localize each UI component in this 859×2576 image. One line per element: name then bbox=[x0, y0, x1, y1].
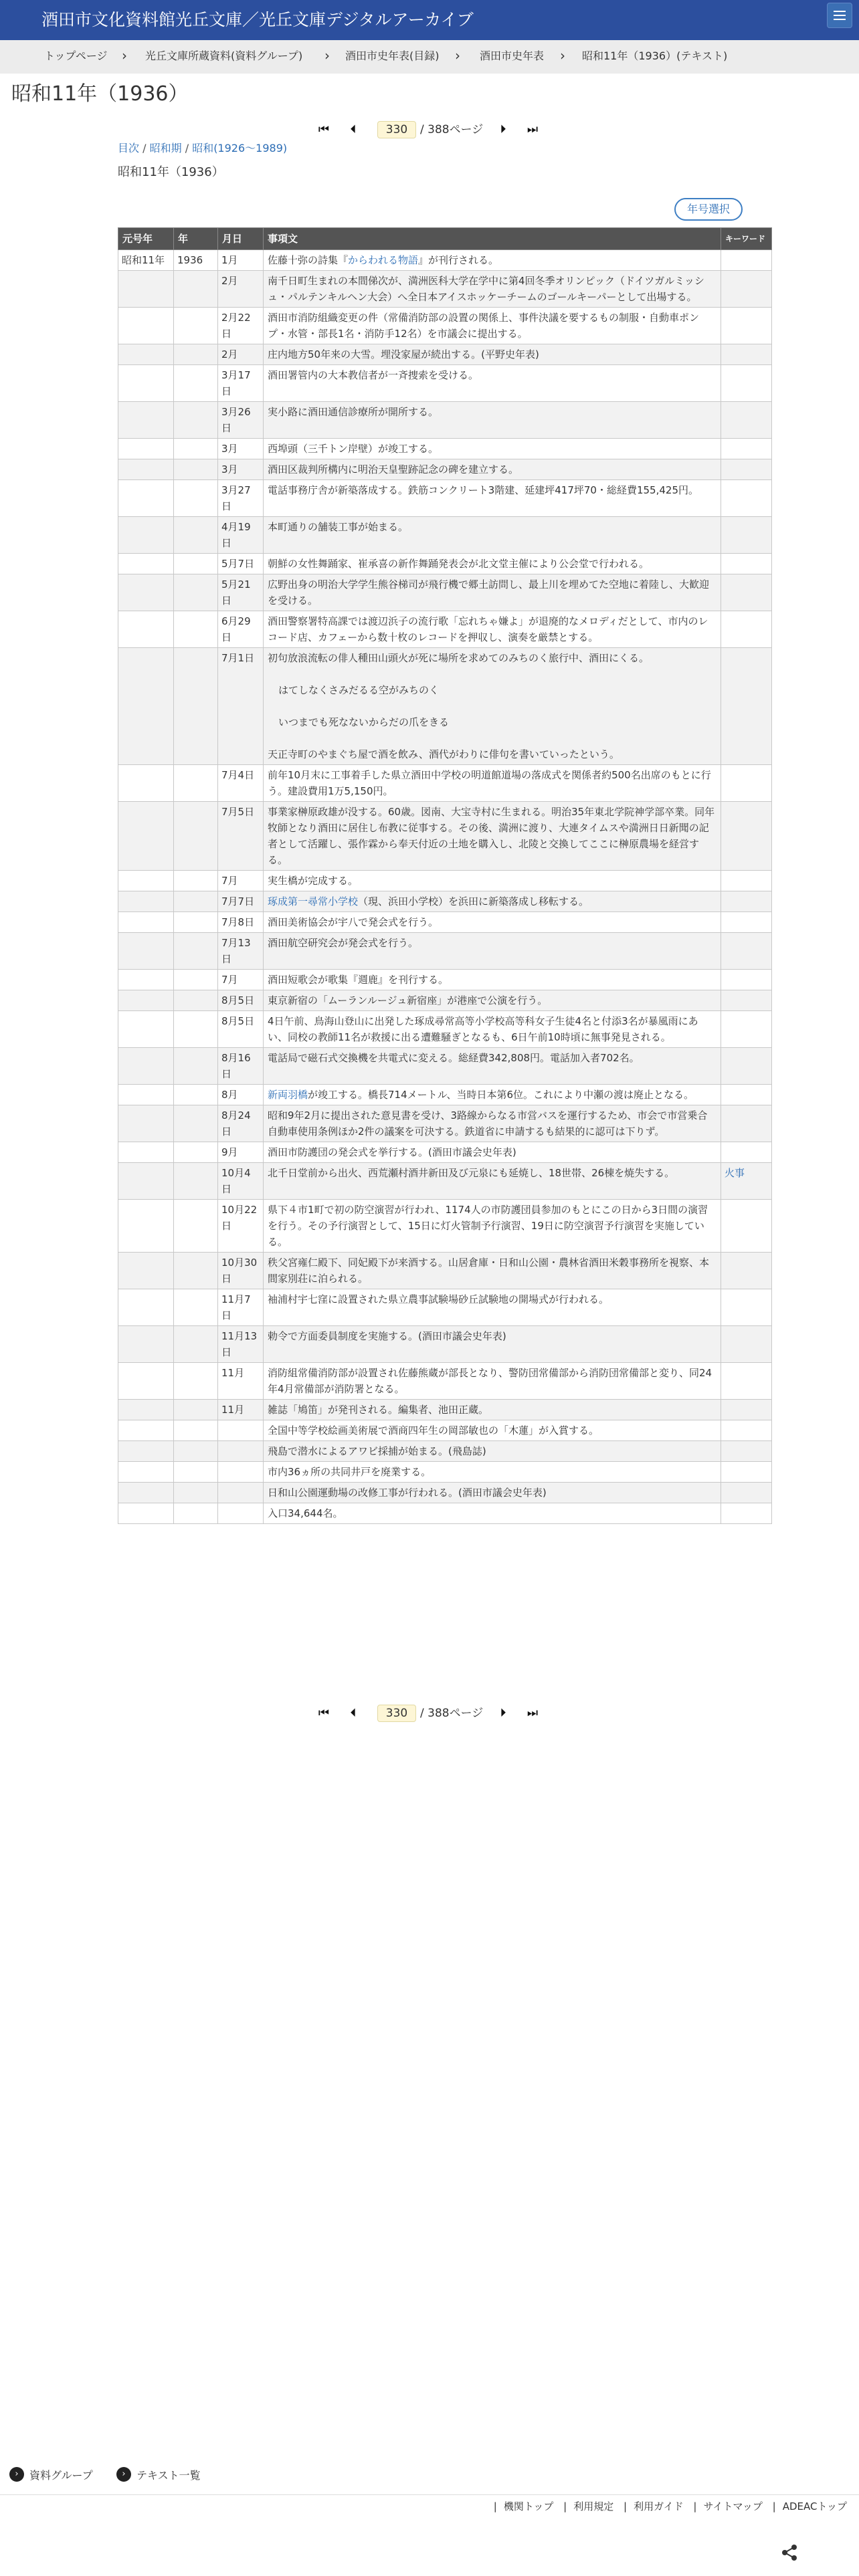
cell-year bbox=[174, 1142, 218, 1163]
cell-keyword bbox=[721, 1462, 772, 1483]
cell-era bbox=[118, 912, 174, 933]
cell-keyword bbox=[721, 554, 772, 574]
cell-event-text: 電話局で磁石式交換機を共電式に変える。総経費342,808円。電話加入者702名。 bbox=[264, 1048, 721, 1085]
cell-keyword bbox=[721, 933, 772, 970]
table-row bbox=[118, 517, 772, 554]
cell-event-text: 酒田短歌会が歌集『週鹿』を刊行する。 bbox=[264, 970, 721, 990]
cell-year bbox=[174, 1200, 218, 1253]
cell-event-text: 北千日堂前から出火、西荒瀬村酒井新田及び元泉にも延焼し、18世帯、26棟を焼失する。 bbox=[264, 1163, 721, 1200]
cell-era bbox=[118, 1462, 174, 1483]
cell-era bbox=[118, 344, 174, 365]
table-row bbox=[118, 1326, 772, 1363]
table-row bbox=[118, 1200, 772, 1253]
table-row bbox=[118, 1503, 772, 1524]
cell-keyword bbox=[721, 459, 772, 480]
cell-date: 10月22日 bbox=[218, 1200, 264, 1253]
cell-date bbox=[218, 1441, 264, 1462]
cell-year bbox=[174, 1483, 218, 1503]
link-contents[interactable]: 目次 bbox=[118, 142, 140, 154]
footer-nav-item[interactable]: 利用ガイド bbox=[634, 2500, 684, 2512]
cell-keyword bbox=[721, 1011, 772, 1048]
next-page-icon[interactable]: ⏵ bbox=[500, 122, 506, 136]
cell-date: 8月16日 bbox=[218, 1048, 264, 1085]
event-link[interactable]: 新両羽橋 bbox=[268, 1089, 308, 1101]
cell-date: 11月7日 bbox=[218, 1289, 264, 1326]
chevron-right-icon: › bbox=[116, 2467, 131, 2482]
table-row bbox=[118, 765, 772, 802]
site-title[interactable]: 酒田市文化資料館光丘文庫／光丘文庫デジタルアーカイブ bbox=[41, 10, 474, 29]
footer-link-text-list[interactable] bbox=[116, 2466, 201, 2483]
cell-keyword bbox=[721, 1289, 772, 1326]
cell-era bbox=[118, 611, 174, 648]
cell-event-text: 琢成第一尋常小学校（現、浜田小学校）を浜田に新築落成し移転する。 bbox=[264, 891, 721, 912]
page-number-input[interactable]: 330 bbox=[377, 1705, 416, 1722]
cell-keyword bbox=[721, 574, 772, 611]
cell-event-text: 袖浦村宇七窪に設置された県立農事試験場砂丘試験地の開場式が行われる。 bbox=[264, 1289, 721, 1326]
cell-event-text: 酒田市消防組織変更の件（常備消防部の設置の関係上、事件決議を要するもの制服・自動車ポンプ・水管・部長1名・消防手12名）を市議会に提出する。 bbox=[264, 308, 721, 344]
pager-top bbox=[314, 119, 549, 140]
cell-event-text: 庄内地方50年来の大雪。埋没家屋が続出する。(平野史年表) bbox=[264, 344, 721, 365]
cell-era bbox=[118, 480, 174, 517]
cell-event-text: 実生橋が完成する。 bbox=[264, 871, 721, 891]
cell-event-text: 入口34,644名。 bbox=[264, 1503, 721, 1524]
cell-keyword bbox=[721, 402, 772, 439]
breadcrumb-current: 昭和11年（1936）(テキスト) bbox=[582, 49, 728, 62]
cell-keyword bbox=[721, 1048, 772, 1085]
cell-keyword bbox=[721, 970, 772, 990]
section-title: 昭和11年（1936） bbox=[118, 165, 224, 179]
cell-date: 11月 bbox=[218, 1400, 264, 1420]
cell-event-text: 飛島で潜水によるアワビ採捕が始まる。(飛島誌) bbox=[264, 1441, 721, 1462]
cell-year bbox=[174, 308, 218, 344]
cell-keyword bbox=[721, 517, 772, 554]
breadcrumb-item[interactable]: 光丘文庫所蔵資料(資料グループ) bbox=[145, 49, 303, 62]
cell-date: 5月21日 bbox=[218, 574, 264, 611]
footer-link-material-group[interactable] bbox=[9, 2466, 93, 2483]
table-row bbox=[118, 648, 772, 765]
cell-era bbox=[118, 554, 174, 574]
cell-event-text: 秩父宮雍仁殿下、同妃殿下が来酒する。山居倉庫・日和山公園・農林省酒田米穀事務所を視察、本間家別荘に泊られる。 bbox=[264, 1253, 721, 1289]
cell-date: 10月4日 bbox=[218, 1163, 264, 1200]
cell-date bbox=[218, 1420, 264, 1441]
cell-era bbox=[118, 1105, 174, 1142]
footer-link-label: テキスト一覧 bbox=[136, 2468, 201, 2482]
cell-year bbox=[174, 1326, 218, 1363]
cell-era bbox=[118, 517, 174, 554]
cell-keyword bbox=[721, 1420, 772, 1441]
cell-date bbox=[218, 1462, 264, 1483]
table-row bbox=[118, 1163, 772, 1200]
footer-nav-item[interactable]: サイトマップ bbox=[703, 2500, 763, 2512]
cell-keyword bbox=[721, 802, 772, 871]
directory-links bbox=[118, 141, 287, 156]
cell-era bbox=[118, 1200, 174, 1253]
cell-event-text: 昭和9年2月に提出された意見書を受け、3路線からなる市営バスを運行するため、市会で市営乗合自動車使用条例ほか2件の議案を可決する。鉄道省に申請するも結果的に認可は下りず。 bbox=[264, 1105, 721, 1142]
prev-page-icon[interactable]: ⏴ bbox=[350, 1706, 357, 1720]
cell-keyword bbox=[721, 1400, 772, 1420]
cell-year bbox=[174, 1363, 218, 1400]
cell-year bbox=[174, 1048, 218, 1085]
cell-era bbox=[118, 365, 174, 402]
cell-year bbox=[174, 1253, 218, 1289]
cell-year bbox=[174, 459, 218, 480]
col-header-era: 元号年 bbox=[118, 228, 174, 250]
breadcrumb-item[interactable]: 酒田市史年表(目録) bbox=[345, 49, 440, 62]
footer-links bbox=[0, 2466, 859, 2486]
cell-event-text: 西埠頭（三千トン岸壁）が竣工する。 bbox=[264, 439, 721, 459]
cell-era bbox=[118, 574, 174, 611]
cell-keyword bbox=[721, 648, 772, 765]
cell-keyword bbox=[721, 990, 772, 1011]
cell-era bbox=[118, 648, 174, 765]
site-header bbox=[0, 0, 859, 40]
keyword-link[interactable]: 火事 bbox=[725, 1167, 745, 1179]
table-row bbox=[118, 611, 772, 648]
cell-era bbox=[118, 1326, 174, 1363]
cell-year bbox=[174, 517, 218, 554]
cell-event-text: 広野出身の明治大学学生熊谷梯司が飛行機で郷土訪問し、最上川を埋めてた空地に着陸し、大歓迎を受ける。 bbox=[264, 574, 721, 611]
first-page-icon[interactable]: ⏮ bbox=[318, 122, 330, 136]
cell-era bbox=[118, 402, 174, 439]
page-total: / 388ページ bbox=[420, 1707, 484, 1720]
cell-event-text: 初句放浪流転の俳人種田山頭火が死に場所を求めてのみちのく旅行中、酒田にくる。 はてしなくさみだるる空がみちのく いつまでも死なないからだの爪をきる 天正寺町のやまぐち屋で酒を飲み、酒代がわりに俳句を書いていったという。 bbox=[264, 648, 721, 765]
cell-event-text: 日和山公園運動場の改修工事が行われる。(酒田市議会史年表) bbox=[264, 1483, 721, 1503]
cell-era bbox=[118, 1142, 174, 1163]
cell-event-text: 事業家榊原政雄が没する。60歳。図南、大宝寺村に生まれる。明治35年東北学院神学部卒業。同年牧師となり酒田に居住し布教に従事する。その後、満洲に渡り、大連タイムスや満洲日日新聞の記者として活躍し、張作霖から奉天付近の土地を購入し、北陵と交換してここに榊原農場を経営する。 bbox=[264, 802, 721, 871]
table-row bbox=[118, 871, 772, 891]
cell-era bbox=[118, 990, 174, 1011]
cell-event-text: 酒田市防護団の発会式を挙行する。(酒田市議会史年表) bbox=[264, 1142, 721, 1163]
table-header-row bbox=[118, 228, 772, 250]
cell-event-text: 雑誌「鳩笛」が発刊される。編集者、池田正蔵。 bbox=[264, 1400, 721, 1420]
cell-keyword bbox=[721, 250, 772, 271]
table-row bbox=[118, 1011, 772, 1048]
cell-era bbox=[118, 459, 174, 480]
cell-era bbox=[118, 933, 174, 970]
cell-year bbox=[174, 480, 218, 517]
table-row bbox=[118, 1462, 772, 1483]
cell-date: 3月17日 bbox=[218, 365, 264, 402]
cell-date: 7月8日 bbox=[218, 912, 264, 933]
cell-event-text: 実小路に酒田通信診療所が開所する。 bbox=[264, 402, 721, 439]
cell-event-text: 酒田署管内の大本教信者が一斉捜索を受ける。 bbox=[264, 365, 721, 402]
table-row bbox=[118, 344, 772, 365]
cell-year: 1936 bbox=[174, 250, 218, 271]
pager-bottom bbox=[314, 1703, 549, 1724]
footer-nav: | 機関トップ | 利用規定 | 利用ガイド | サイトマップ | ADEACトップ bbox=[493, 2500, 847, 2512]
cell-era bbox=[118, 1289, 174, 1326]
cell-era bbox=[118, 1253, 174, 1289]
cell-keyword bbox=[721, 480, 772, 517]
cell-event-text: 酒田区裁判所構内に明治天皇聖跡記念の碑を建立する。 bbox=[264, 459, 721, 480]
cell-era bbox=[118, 439, 174, 459]
page-total: / 388ページ bbox=[420, 123, 484, 136]
table-row bbox=[118, 1420, 772, 1441]
cell-era: 昭和11年 bbox=[118, 250, 174, 271]
cell-year bbox=[174, 1105, 218, 1142]
cell-event-text: 佐藤十弥の詩集『からわれる物語』が刊行される。 bbox=[264, 250, 721, 271]
cell-year bbox=[174, 1503, 218, 1524]
cell-keyword bbox=[721, 1363, 772, 1400]
cell-year bbox=[174, 365, 218, 402]
year-select-button[interactable]: 年号選択 bbox=[674, 198, 743, 221]
table-row bbox=[118, 1048, 772, 1085]
cell-era bbox=[118, 765, 174, 802]
cell-keyword bbox=[721, 1441, 772, 1462]
cell-keyword bbox=[721, 1503, 772, 1524]
table-row bbox=[118, 1105, 772, 1142]
cell-year bbox=[174, 970, 218, 990]
cell-era bbox=[118, 1163, 174, 1200]
cell-keyword bbox=[721, 765, 772, 802]
cell-keyword bbox=[721, 912, 772, 933]
chevron-right-icon: › bbox=[560, 47, 565, 64]
table-row bbox=[118, 308, 772, 344]
cell-year bbox=[174, 891, 218, 912]
cell-keyword bbox=[721, 271, 772, 308]
cell-date: 7月5日 bbox=[218, 802, 264, 871]
cell-era bbox=[118, 271, 174, 308]
share-icon[interactable] bbox=[780, 2543, 799, 2562]
table-row bbox=[118, 990, 772, 1011]
footer-link-label: 資料グループ bbox=[29, 2468, 93, 2482]
table-row bbox=[118, 1483, 772, 1503]
cell-event-text: 全国中等学校絵画美術展で酒商四年生の岡部敏也の「木蓮」が入賞する。 bbox=[264, 1420, 721, 1441]
table-row bbox=[118, 802, 772, 871]
cell-year bbox=[174, 1011, 218, 1048]
cell-date bbox=[218, 1483, 264, 1503]
cell-year bbox=[174, 344, 218, 365]
table-row bbox=[118, 933, 772, 970]
cell-event-text: 市内36ヵ所の共同井戸を廃業する。 bbox=[264, 1462, 721, 1483]
cell-keyword bbox=[721, 611, 772, 648]
breadcrumb bbox=[0, 40, 859, 74]
cell-event-text: 4日午前、鳥海山登山に出発した琢成尋常高等小学校高等科女子生徒4名と付添3名が暴風雨にあい、同校の教師11名が救援に出る遭難騒ぎとなるも、6日午前10時頃に無事発見される。 bbox=[264, 1011, 721, 1048]
cell-keyword bbox=[721, 891, 772, 912]
cell-keyword bbox=[721, 1326, 772, 1363]
cell-year bbox=[174, 871, 218, 891]
cell-keyword bbox=[721, 344, 772, 365]
cell-date: 7月13日 bbox=[218, 933, 264, 970]
table-row bbox=[118, 970, 772, 990]
cell-date: 3月 bbox=[218, 439, 264, 459]
table-row bbox=[118, 250, 772, 271]
cell-year bbox=[174, 402, 218, 439]
last-page-icon[interactable]: ⏭ bbox=[527, 122, 539, 136]
cell-year bbox=[174, 1420, 218, 1441]
cell-date: 8月5日 bbox=[218, 1011, 264, 1048]
chevron-right-icon: › bbox=[9, 2467, 24, 2482]
cell-year bbox=[174, 1163, 218, 1200]
table-row bbox=[118, 574, 772, 611]
cell-year bbox=[174, 1289, 218, 1326]
next-page-icon[interactable]: ⏵ bbox=[500, 1706, 506, 1720]
page-number-input[interactable]: 330 bbox=[377, 121, 416, 138]
cell-date: 10月30日 bbox=[218, 1253, 264, 1289]
cell-event-text: 朝鮮の女性舞踊家、崔承喜の新作舞踊発表会が北文堂主催により公会堂で行われる。 bbox=[264, 554, 721, 574]
cell-date: 3月 bbox=[218, 459, 264, 480]
chevron-right-icon: › bbox=[455, 47, 460, 64]
cell-era bbox=[118, 1441, 174, 1462]
cell-date: 8月24日 bbox=[218, 1105, 264, 1142]
cell-era bbox=[118, 970, 174, 990]
table-row bbox=[118, 891, 772, 912]
cell-date: 11月13日 bbox=[218, 1326, 264, 1363]
cell-era bbox=[118, 1085, 174, 1105]
cell-event-text: 酒田警察署特高課では渡辺浜子の流行歌「忘れちゃ嫌よ」が退廃的なメロディだとして、市内のレコード店、カフェーから数十枚のレコードを押収し、演奏を厳禁とする。 bbox=[264, 611, 721, 648]
cell-year bbox=[174, 1085, 218, 1105]
cell-event-text: 前年10月末に工事着手した県立酒田中学校の明道館道場の落成式を関係者約500名出席のもとに行う。建設費用1万5,150円。 bbox=[264, 765, 721, 802]
cell-year bbox=[174, 1441, 218, 1462]
cell-era bbox=[118, 1011, 174, 1048]
cell-date: 7月4日 bbox=[218, 765, 264, 802]
table-row bbox=[118, 1363, 772, 1400]
cell-date: 4月19日 bbox=[218, 517, 264, 554]
table-row bbox=[118, 439, 772, 459]
cell-era bbox=[118, 1400, 174, 1420]
cell-era bbox=[118, 1363, 174, 1400]
cell-era bbox=[118, 802, 174, 871]
footer-nav-item[interactable]: ADEACトップ bbox=[782, 2500, 847, 2512]
cell-event-text: 本町通りの舗装工事が始まる。 bbox=[264, 517, 721, 554]
col-header-date: 月日 bbox=[218, 228, 264, 250]
separator: / bbox=[185, 142, 189, 154]
prev-page-icon[interactable]: ⏴ bbox=[350, 122, 357, 136]
cell-year bbox=[174, 554, 218, 574]
cell-year bbox=[174, 933, 218, 970]
cell-event-text: 酒田美術協会が宇八で発会式を行う。 bbox=[264, 912, 721, 933]
cell-date: 5月7日 bbox=[218, 554, 264, 574]
cell-event-text: 勅令で方面委員制度を実施する。(酒田市議会史年表) bbox=[264, 1326, 721, 1363]
cell-date: 3月27日 bbox=[218, 480, 264, 517]
cell-era bbox=[118, 1483, 174, 1503]
cell-year bbox=[174, 648, 218, 765]
cell-keyword bbox=[721, 1253, 772, 1289]
cell-date: 2月 bbox=[218, 271, 264, 308]
cell-date: 7月 bbox=[218, 871, 264, 891]
table-row bbox=[118, 1400, 772, 1420]
footer-divider bbox=[0, 2494, 859, 2495]
col-header-keyword: キーワード bbox=[721, 228, 772, 250]
cell-year bbox=[174, 1462, 218, 1483]
cell-year bbox=[174, 912, 218, 933]
cell-keyword bbox=[721, 308, 772, 344]
link-showa-era[interactable]: 昭和(1926〜1989) bbox=[192, 142, 288, 154]
cell-keyword bbox=[721, 1142, 772, 1163]
table-row bbox=[118, 271, 772, 308]
cell-era bbox=[118, 1048, 174, 1085]
cell-era bbox=[118, 308, 174, 344]
cell-event-text: 酒田航空研究会が発会式を行う。 bbox=[264, 933, 721, 970]
cell-year bbox=[174, 611, 218, 648]
col-header-text: 事項文 bbox=[264, 228, 721, 250]
last-page-icon[interactable]: ⏭ bbox=[527, 1706, 539, 1720]
table-row bbox=[118, 402, 772, 439]
cell-year bbox=[174, 802, 218, 871]
separator: / bbox=[142, 142, 147, 154]
cell-year bbox=[174, 765, 218, 802]
cell-event-text: 電話事務庁舎が新築落成する。鉄筋コンクリート3階建、延建坪417坪70・総経費155,425円。 bbox=[264, 480, 721, 517]
cell-keyword bbox=[721, 1085, 772, 1105]
cell-date: 9月 bbox=[218, 1142, 264, 1163]
cell-keyword bbox=[721, 1163, 772, 1200]
cell-event-text: 県下４市1町で初の防空演習が行われ、1174人の市防護団員参加のもとにこの日から3日間の演習を行う。その予行演習として、15日に灯火管制予行演習、19日に防空演習予行演習を実施している。 bbox=[264, 1200, 721, 1253]
cell-date bbox=[218, 1503, 264, 1524]
chevron-right-icon: › bbox=[122, 47, 127, 64]
first-page-icon[interactable]: ⏮ bbox=[318, 1706, 330, 1720]
cell-year bbox=[174, 439, 218, 459]
cell-era bbox=[118, 1503, 174, 1524]
link-showa-period[interactable]: 昭和期 bbox=[149, 142, 182, 154]
cell-keyword bbox=[721, 1200, 772, 1253]
table-row bbox=[118, 1289, 772, 1326]
cell-date: 3月26日 bbox=[218, 402, 264, 439]
cell-keyword bbox=[721, 1105, 772, 1142]
footer-nav-item[interactable]: 機関トップ bbox=[503, 2500, 554, 2512]
cell-era bbox=[118, 871, 174, 891]
cell-era bbox=[118, 1420, 174, 1441]
cell-keyword bbox=[721, 1483, 772, 1503]
table-row bbox=[118, 1253, 772, 1289]
hamburger-icon[interactable] bbox=[827, 3, 852, 28]
cell-keyword bbox=[721, 871, 772, 891]
cell-year bbox=[174, 1400, 218, 1420]
page-title: 昭和11年（1936） bbox=[11, 82, 189, 106]
table-row bbox=[118, 365, 772, 402]
col-header-year: 年 bbox=[174, 228, 218, 250]
cell-date: 8月5日 bbox=[218, 990, 264, 1011]
cell-year bbox=[174, 271, 218, 308]
table-row bbox=[118, 459, 772, 480]
chronology-table bbox=[118, 227, 772, 1524]
table-row bbox=[118, 554, 772, 574]
cell-event-text: 新両羽橋が竣工する。橋長714メートル、当時日本第6位。これにより中瀬の渡は廃止となる。 bbox=[264, 1085, 721, 1105]
cell-keyword bbox=[721, 439, 772, 459]
cell-year bbox=[174, 990, 218, 1011]
cell-date: 8月 bbox=[218, 1085, 264, 1105]
table-row bbox=[118, 1085, 772, 1105]
cell-date: 11月 bbox=[218, 1363, 264, 1400]
footer-nav-item[interactable]: 利用規定 bbox=[573, 2500, 614, 2512]
event-link[interactable]: 琢成第一尋常小学校 bbox=[268, 895, 359, 907]
breadcrumb-item[interactable]: トップページ bbox=[44, 49, 108, 62]
table-row bbox=[118, 480, 772, 517]
cell-date: 6月29日 bbox=[218, 611, 264, 648]
cell-keyword bbox=[721, 365, 772, 402]
cell-date: 2月 bbox=[218, 344, 264, 365]
cell-event-text: 東京新宿の「ムーランルージュ新宿座」が港座で公演を行う。 bbox=[264, 990, 721, 1011]
cell-date: 2月22日 bbox=[218, 308, 264, 344]
event-link[interactable]: からわれる物語 bbox=[348, 254, 419, 266]
cell-date: 1月 bbox=[218, 250, 264, 271]
table-row bbox=[118, 912, 772, 933]
table-row bbox=[118, 1142, 772, 1163]
table-row bbox=[118, 1441, 772, 1462]
cell-year bbox=[174, 574, 218, 611]
cell-era bbox=[118, 891, 174, 912]
cell-event-text: 消防組常備消防部が設置され佐藤熊蔵が部長となり、警防団常備部から消防団常備部と変り、同24年4月常備部が消防署となる。 bbox=[264, 1363, 721, 1400]
cell-event-text: 南千日町生まれの本間俤次が、満洲医科大学在学中に第4回冬季オリンピック（ドイツガルミッシュ・パルテンキルヘン大会）へ全日本アイスホッケーチームのゴールキーパーとして出場する。 bbox=[264, 271, 721, 308]
chevron-right-icon: › bbox=[324, 47, 330, 64]
cell-date: 7月1日 bbox=[218, 648, 264, 765]
breadcrumb-item[interactable]: 酒田市史年表 bbox=[480, 49, 545, 62]
cell-date: 7月7日 bbox=[218, 891, 264, 912]
cell-date: 7月 bbox=[218, 970, 264, 990]
